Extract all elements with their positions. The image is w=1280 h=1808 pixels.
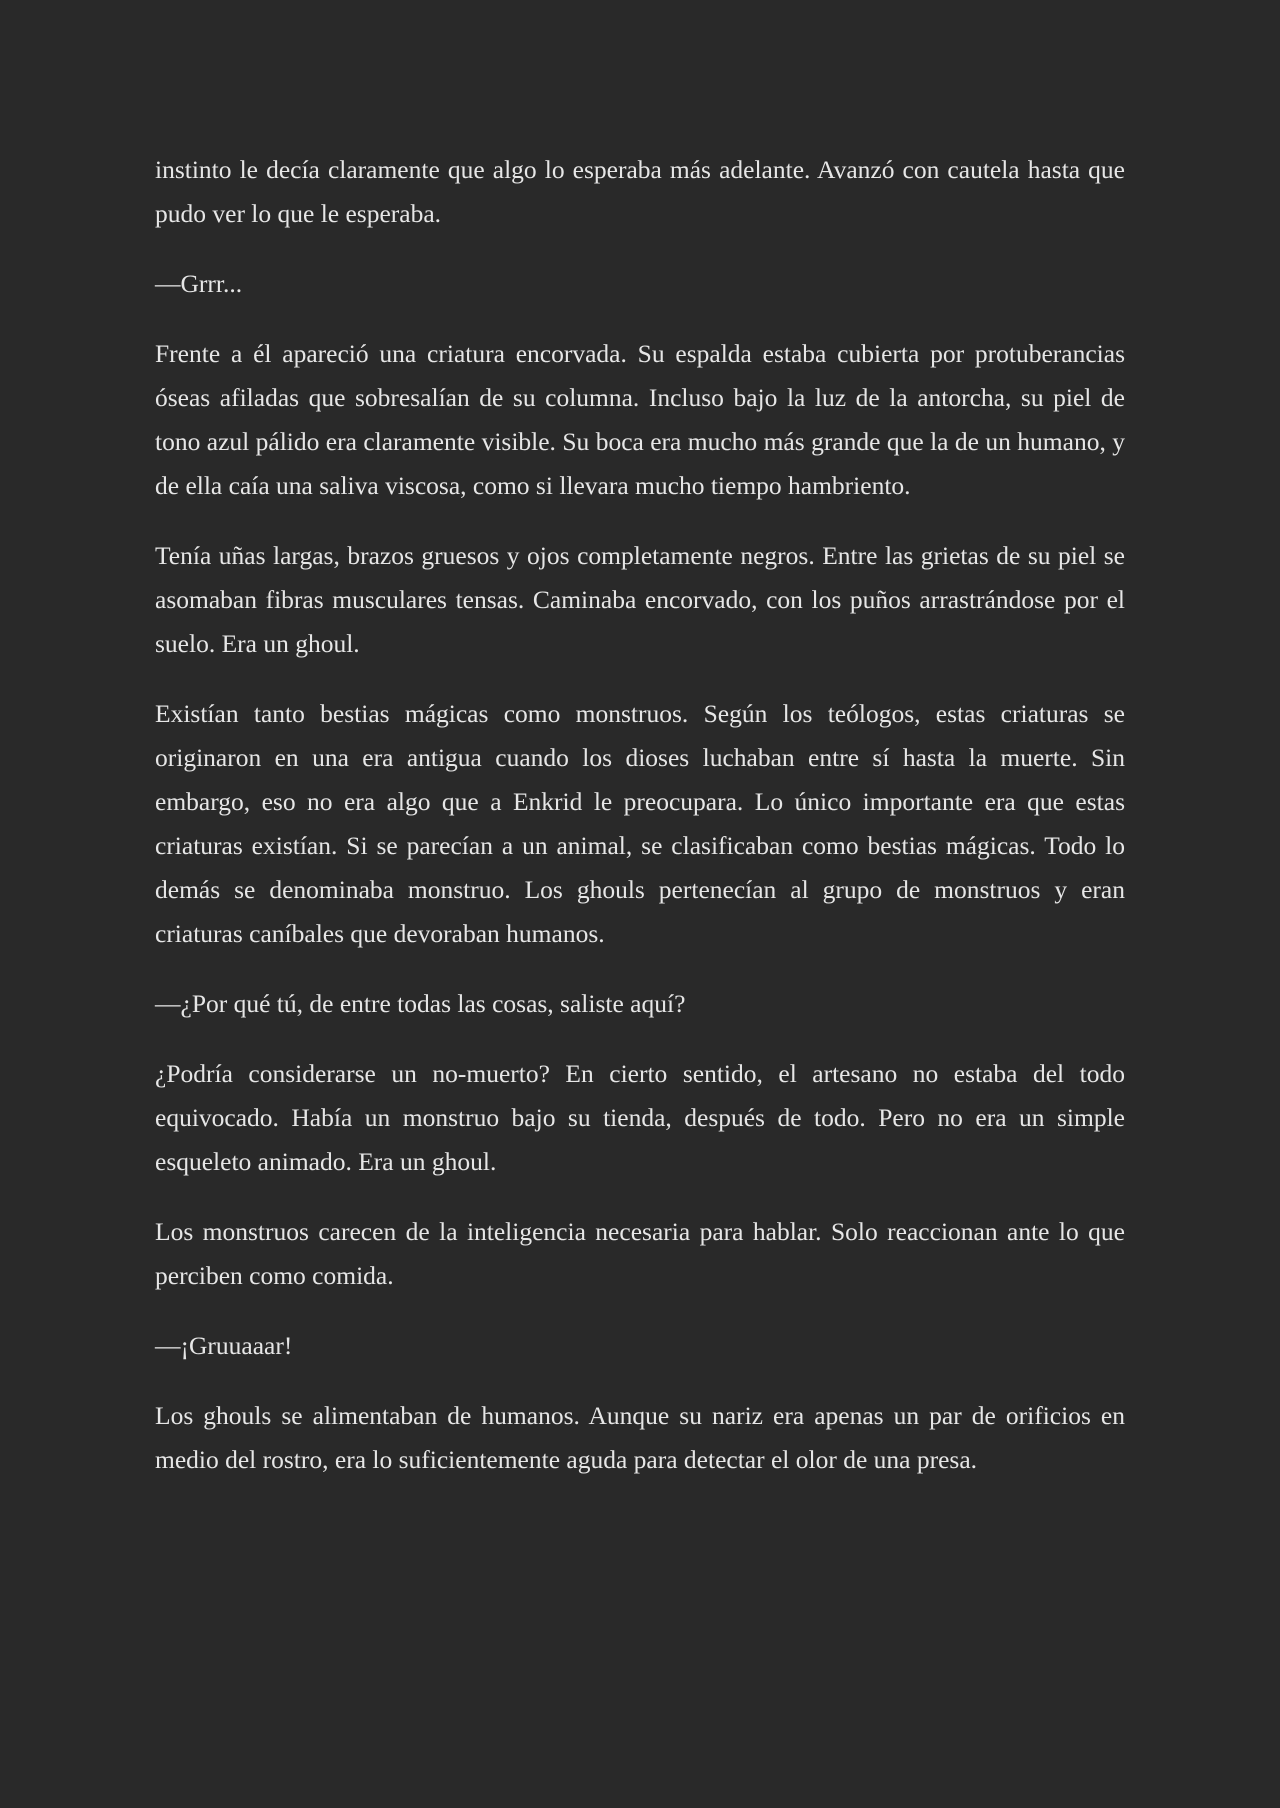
- paragraph: ¿Podría considerarse un no-muerto? En cierto sentido, el artesano no estaba del todo equivocado. Había un monstruo bajo su tienda, después de todo. Pero no era un simple esqueleto animado. Era un ghoul.: [155, 1059, 1125, 1176]
- paragraph: —¿Por qué tú, de entre todas las cosas, saliste aquí?: [155, 989, 686, 1018]
- paragraph: Los monstruos carecen de la inteligencia necesaria para hablar. Solo reaccionan ante lo que perciben como comida.: [155, 1217, 1125, 1290]
- paragraph: instinto le decía claramente que algo lo esperaba más adelante. Avanzó con cautela hasta que pudo ver lo que le esperaba.: [155, 155, 1125, 228]
- paragraph: Frente a él apareció una criatura encorvada. Su espalda estaba cubierta por protuberancias óseas afiladas que sobresalían de su columna. Incluso bajo la luz de la antorcha, su piel de tono azul pálido era claramente visible. Su boca era mucho más grande que la de un humano, y de ella caía una saliva viscosa, como si llevara mucho tiempo hambriento.: [155, 339, 1125, 500]
- paragraph: Tenía uñas largas, brazos gruesos y ojos completamente negros. Entre las grietas de su piel se asomaban fibras musculares tensas. Caminaba encorvado, con los puños arrastrándose por el suelo. Era un ghoul.: [155, 541, 1125, 658]
- paragraph: Existían tanto bestias mágicas como monstruos. Según los teólogos, estas criaturas se originaron en una era antigua cuando los dioses luchaban entre sí hasta la muerte. Sin embargo, eso no era algo que a Enkrid le preocupara. Lo único importante era que estas criaturas existían. Si se parecían a un animal, se clasificaban como bestias mágicas. Todo lo demás se denominaba monstruo. Los ghouls pertenecían al grupo de monstruos y eran criaturas caníbales que devoraban humanos.: [155, 699, 1125, 948]
- paragraph: Los ghouls se alimentaban de humanos. Aunque su nariz era apenas un par de orificios en medio del rostro, era lo suficientemente aguda para detectar el olor de una presa.: [155, 1401, 1125, 1474]
- paragraph: —Grrr...: [155, 269, 243, 298]
- paragraph: —¡Gruuaaar!: [155, 1331, 293, 1360]
